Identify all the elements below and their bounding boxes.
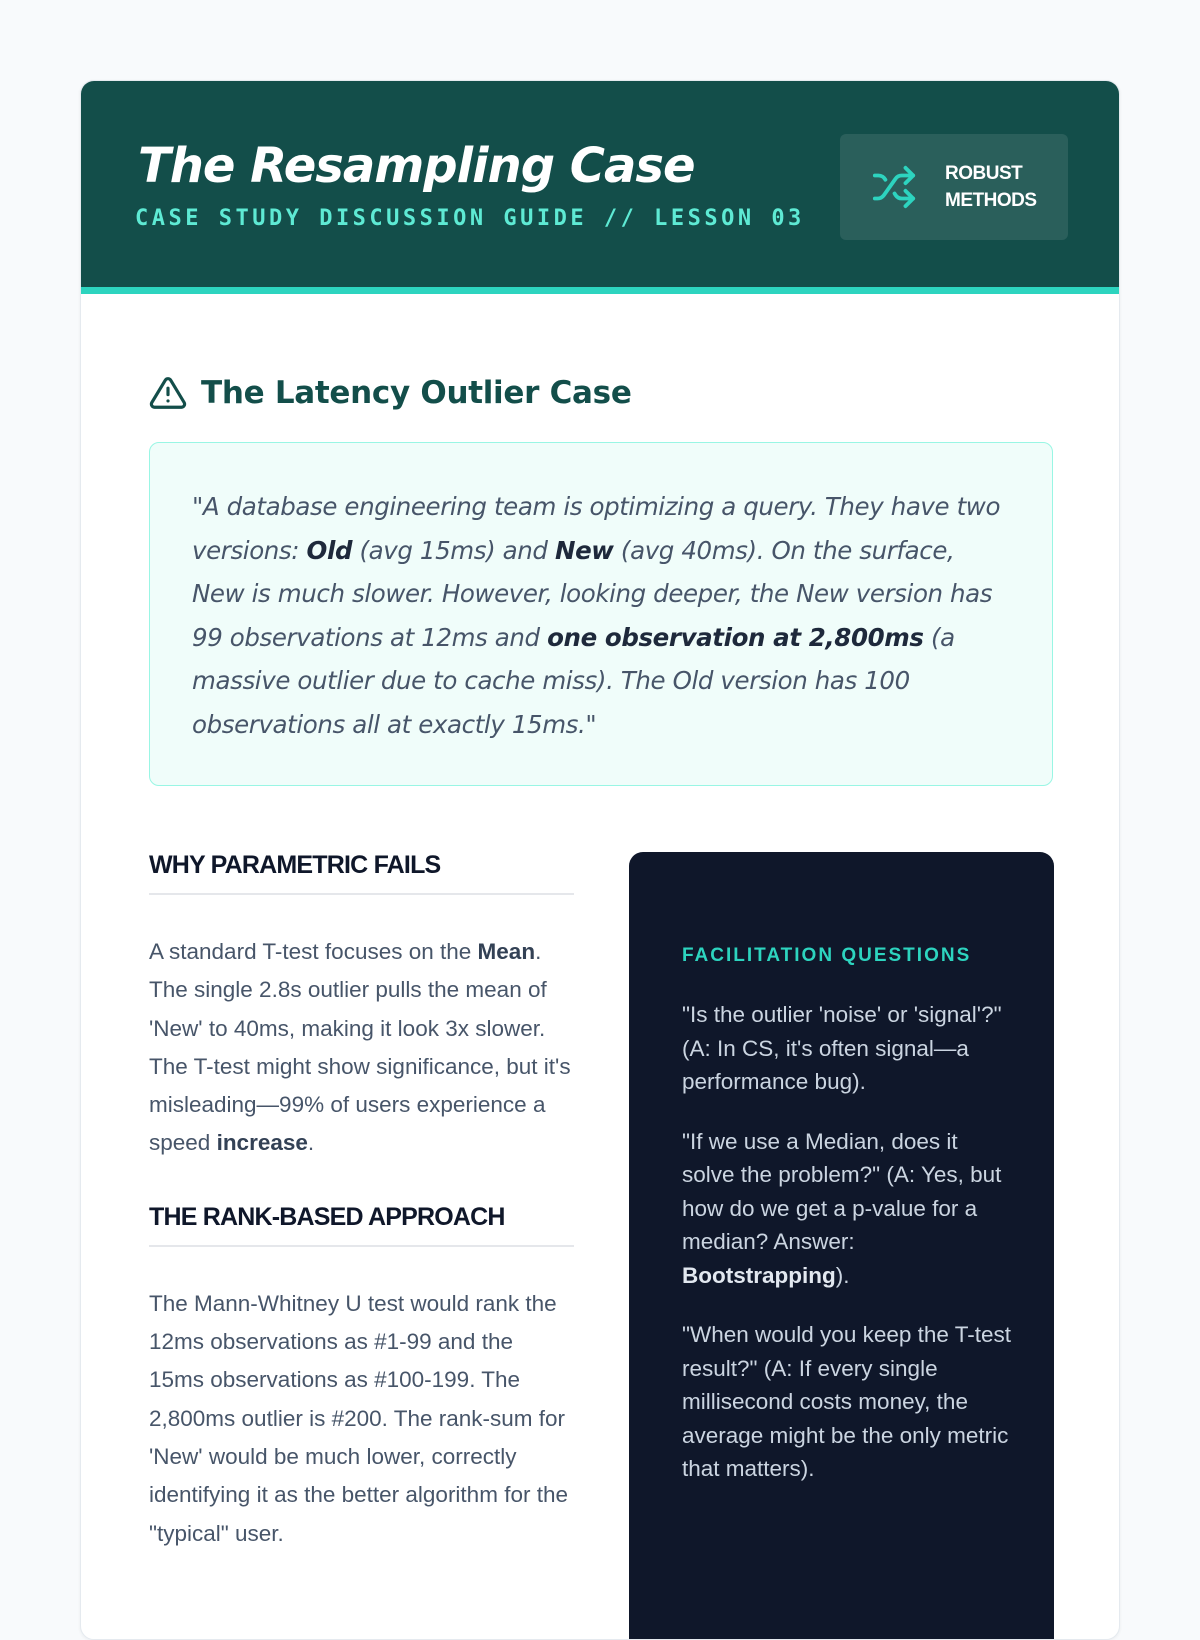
quote-part: (avg 15ms) and	[352, 535, 555, 565]
parametric-heading: WHY PARAMETRIC FAILS	[149, 851, 574, 895]
body-part: . The single 2.8s outlier pulls the mean of 'New' to 40ms, making it look 3x slower. The T-test might show significance, but it's misleading—99% of users experience a speed	[149, 939, 571, 1156]
rank-body: The Mann-Whitney U test would rank the 12ms observations as #1-99 and the 15ms observations as #100-199. The 2,800ms outlier is #200. The rank-sum for 'New' would be much lower, correctly identifying it as the better algorithm for the "typical" user.	[149, 1290, 568, 1546]
case-quote	[192, 485, 1012, 746]
badge-label	[945, 160, 1065, 214]
quote-part: (avg 40ms). On the surface, New is much slower. However, looking deeper, the New version has 99 observations at 12ms and	[192, 535, 993, 652]
case-title: The Latency Outlier Case	[201, 375, 632, 411]
quote-bold-outlier: one observation at 2,800ms	[547, 622, 924, 652]
page-title: The Resampling Case	[138, 138, 695, 194]
parametric-body	[149, 933, 574, 1163]
rank-heading: THE RANK-BASED APPROACH	[149, 1203, 574, 1247]
facilitation-question-2	[682, 1125, 1012, 1293]
question-part: "If we use a Median, does it solve the problem?" (A: Yes, but how do we get a p-value for a median? Answer:	[682, 1128, 1002, 1254]
badge-label-line1: ROBUST	[945, 163, 1023, 184]
shuffle-icon	[868, 164, 920, 210]
facilitation-question-list	[682, 998, 1012, 1512]
case-study-card	[80, 80, 1120, 1640]
facilitation-heading: FACILITATION QUESTIONS	[682, 945, 972, 966]
robust-methods-badge	[840, 134, 1068, 240]
bold-mean: Mean	[477, 939, 536, 964]
case-quote-box	[149, 442, 1053, 786]
bold-increase: increase	[216, 1130, 308, 1156]
question-part: ).	[835, 1262, 850, 1288]
analysis-column	[149, 851, 574, 1553]
header-banner	[81, 81, 1120, 294]
body-part: .	[307, 1130, 315, 1156]
quote-bold-new: New	[554, 535, 614, 565]
body-part: A standard T-test focuses on the	[149, 939, 478, 964]
warning-icon	[149, 374, 187, 412]
quote-bold-old: Old	[306, 535, 353, 565]
facilitation-question-1: "Is the outlier 'noise' or 'signal'?" (A: In CS, it's often signal—a performance bug).	[682, 1002, 1002, 1094]
page-subtitle: CASE STUDY DISCUSSION GUIDE // LESSON 03	[135, 206, 805, 231]
bold-bootstrapping: Bootstrapping	[682, 1262, 836, 1288]
quote-part: (a massive outlier due to cache miss). The Old version has 100 observations all at exactly 15ms."	[192, 622, 955, 739]
facilitation-question-3: "When would you keep the T-test result?" (A: If every single millisecond costs money, the average might be the only metric that matters).	[682, 1322, 1012, 1481]
badge-label-line2: METHODS	[945, 190, 1037, 211]
case-heading	[149, 368, 632, 418]
facilitation-panel	[629, 852, 1054, 1640]
quote-part: "A database engineering team is optimizing a query. They have two versions:	[192, 492, 1001, 565]
